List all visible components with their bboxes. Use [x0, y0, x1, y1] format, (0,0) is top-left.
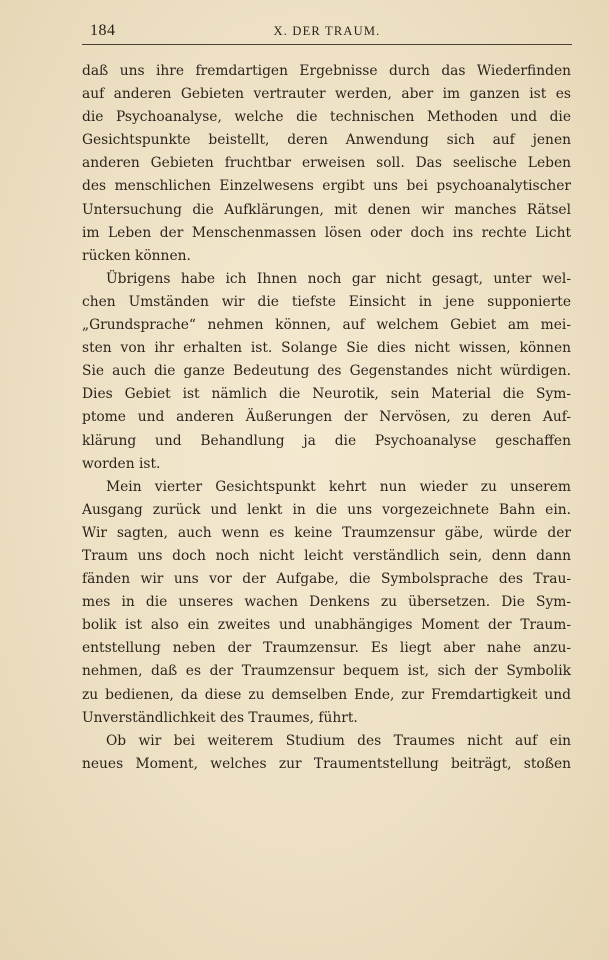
- text-line: mes in die unseres wachen Denkens zu übersetzen. Die Sym-: [82, 594, 571, 611]
- text-line: anderen Gebieten fruchtbar erweisen soll. Das seelische Leben: [82, 155, 571, 172]
- text-line: nehmen, daß es der Traumzensur bequem ist, sich der Symbolik: [82, 663, 571, 680]
- text-line: im Leben der Menschenmassen lösen oder doch ins rechte Licht: [82, 224, 571, 241]
- text-line: Ausgang zurück und lenkt in die uns vorgezeichnete Bahn ein.: [82, 501, 571, 518]
- text-line: daß uns ihre fremdartigen Ergebnisse durch das Wiederfinden: [82, 63, 571, 79]
- text-line: Mein vierter Gesichtspunkt kehrt nun wieder zu unserem: [106, 478, 571, 495]
- paragraph: [82, 476, 571, 730]
- text-line: Dies Gebiet ist nämlich die Neurotik, sein Material die Sym-: [82, 386, 571, 403]
- text-line: klärung und Behandlung ja die Psychoanalyse geschaffen: [82, 432, 571, 449]
- text-line: Gesichtspunkte beistellt, deren Anwendung sich auf jenen: [82, 132, 571, 149]
- body-text: [82, 60, 571, 776]
- page-number: 184: [90, 22, 116, 39]
- page-header: [82, 20, 572, 45]
- text-line: chen Umständen wir die tiefste Einsicht in jene supponierte: [82, 293, 571, 310]
- paragraph: [82, 268, 571, 476]
- text-line: bolik ist also ein zweites und unabhängiges Moment der Traum-: [82, 617, 571, 634]
- text-line: sten von ihr erhalten ist. Solange Sie dies nicht wissen, können: [82, 340, 571, 357]
- text-line: die Psychoanalyse, welche die technischen Methoden und die: [82, 109, 571, 126]
- text-line: Ob wir bei weiterem Studium des Traumes nicht auf ein: [106, 732, 571, 749]
- text-line: rücken können.: [82, 247, 191, 264]
- text-line: zu bedienen, da diese zu demselben Ende, zur Fremdartigkeit und: [82, 686, 571, 703]
- text-line: „Grundsprache“ nehmen können, auf welchem Gebiet am mei-: [82, 317, 571, 334]
- text-line: des menschlichen Einzelwesens ergibt uns bei psychoanalytischer: [82, 178, 571, 195]
- text-line: ptome und anderen Äußerungen der Nervösen, zu deren Auf-: [82, 409, 571, 426]
- text-line: fänden wir uns vor der Aufgabe, die Symbolsprache des Trau-: [82, 571, 571, 588]
- text-line: auf anderen Gebieten vertrauter werden, aber im ganzen ist es: [82, 86, 571, 103]
- text-line: Traum uns doch noch nicht leicht verständlich sein, denn dann: [82, 547, 571, 564]
- text-line: Untersuchung die Aufklärungen, mit denen wir manches Rätsel: [82, 201, 571, 218]
- paragraph: [82, 60, 571, 268]
- text-line: Unverständlichkeit des Traumes, führt.: [82, 709, 358, 726]
- text-line: worden ist.: [82, 455, 161, 472]
- text-line: Übrigens habe ich Ihnen noch gar nicht gesagt, unter wel-: [106, 270, 571, 287]
- text-line: neues Moment, welches zur Traumentstellung beiträgt, stoßen: [82, 755, 571, 772]
- paragraph: [82, 730, 571, 776]
- running-head: X. DER TRAUM.: [273, 24, 381, 38]
- text-line: Wir sagten, auch wenn es keine Traumzensur gäbe, würde der: [82, 524, 571, 541]
- text-line: entstellung neben der Traumzensur. Es liegt aber nahe anzu-: [82, 640, 571, 657]
- text-line: Sie auch die ganze Bedeutung des Gegenstandes nicht würdigen.: [82, 363, 571, 380]
